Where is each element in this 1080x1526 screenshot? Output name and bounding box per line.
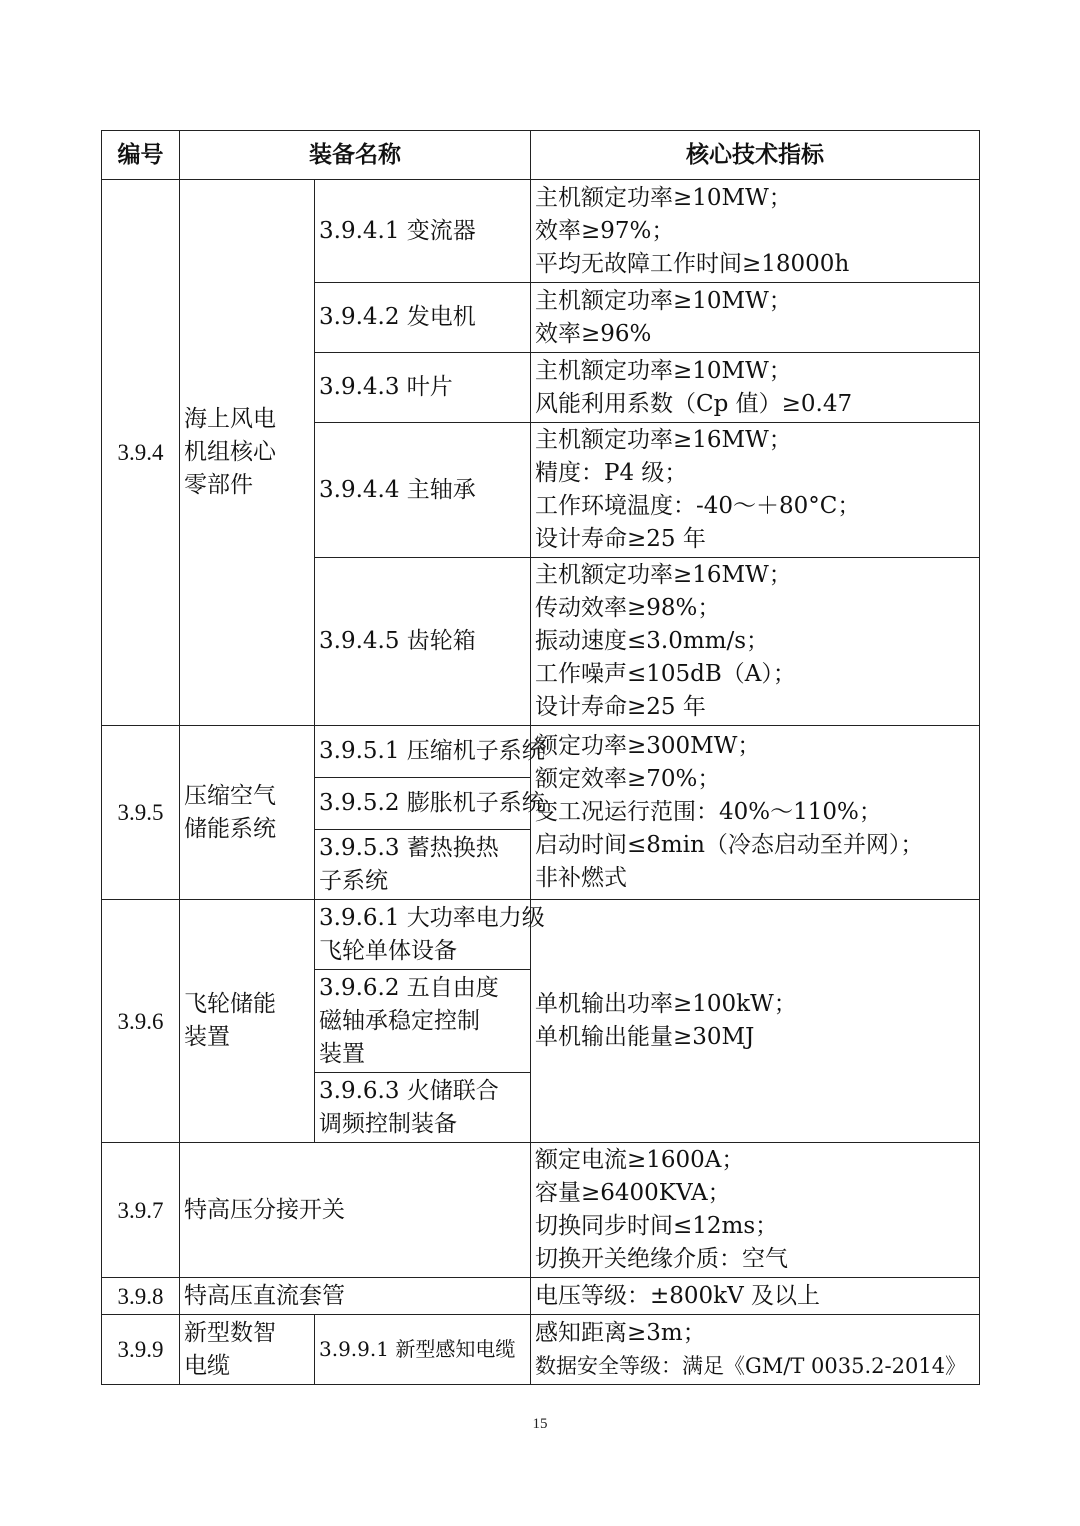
spec-cell: 主机额定功率≥16MW； 精度：P4 级； 工作环境温度：-40～＋80°C； 设计寿命≥25 年 [531,423,980,558]
spec-cell: 电压等级：±800kV 及以上 [531,1278,980,1315]
sub-item-label: 3.9.6.1 大功率电力级 飞轮单体设备 [315,900,531,970]
sub-item-label: 3.9.6.3 火储联合 调频控制装备 [315,1073,531,1143]
table-row [102,180,980,283]
table-row [102,1278,980,1315]
item-code: 3.9.9 [102,1315,180,1385]
category-name: 压缩空气 储能系统 [180,726,315,900]
category-name: 特高压分接开关 [180,1143,531,1278]
item-code: 3.9.4 [102,180,180,726]
spec-cell: 主机额定功率≥16MW； 传动效率≥98%； 振动速度≤3.0mm/s； 工作噪声≤105dB（A）； 设计寿命≥25 年 [531,558,980,726]
sub-item-label: 3.9.5.3 蓄热换热 子系统 [315,830,531,900]
item-code: 3.9.8 [102,1278,180,1315]
table-row [102,900,980,970]
spec-cell: 额定电流≥1600A； 容量≥6400KVA； 切换同步时间≤12ms； 切换开关绝缘介质：空气 [531,1143,980,1278]
category-name: 海上风电 机组核心 零部件 [180,180,315,726]
sub-item-label: 3.9.9.1 新型感知电缆 [315,1315,531,1385]
sub-item-label: 3.9.6.2 五自由度 磁轴承稳定控制 装置 [315,970,531,1073]
category-name: 飞轮储能 装置 [180,900,315,1143]
sub-item-label: 3.9.4.5 齿轮箱 [315,558,531,726]
table-row [102,1143,980,1278]
table-row [102,1315,980,1385]
page-number: 15 [532,1416,548,1432]
header-code: 编号 [102,131,180,180]
sub-item-label: 3.9.5.2 膨胀机子系统 [315,778,531,830]
sub-item-label: 3.9.4.2 发电机 [315,283,531,353]
spec-cell: 主机额定功率≥10MW； 效率≥97%； 平均无故障工作时间≥18000h [531,180,980,283]
header-spec: 核心技术指标 [531,131,980,180]
table-header-row [102,131,980,180]
spec-cell: 感知距离≥3m； 数据安全等级：满足《GM/T 0035.2-2014》 [531,1315,980,1385]
table-row [102,726,980,778]
sub-item-label: 3.9.4.4 主轴承 [315,423,531,558]
spec-cell: 主机额定功率≥10MW； 效率≥96% [531,283,980,353]
category-name: 新型数智 电缆 [180,1315,315,1385]
sub-item-label: 3.9.5.1 压缩机子系统 [315,726,531,778]
spec-cell: 主机额定功率≥10MW； 风能利用系数（Cp 值）≥0.47 [531,353,980,423]
category-name: 特高压直流套管 [180,1278,531,1315]
sub-item-label: 3.9.4.3 叶片 [315,353,531,423]
spec-cell: 单机输出功率≥100kW； 单机输出能量≥30MJ [531,900,980,1143]
item-code: 3.9.7 [102,1143,180,1278]
header-name: 装备名称 [180,131,531,180]
spec-cell: 额定功率≥300MW； 额定效率≥70%； 变工况运行范围：40%～110%； 启动时间≤8min（冷态启动至并网）； 非补燃式 [531,726,980,900]
item-code: 3.9.6 [102,900,180,1143]
item-code: 3.9.5 [102,726,180,900]
sub-item-label: 3.9.4.1 变流器 [315,180,531,283]
equipment-spec-table [101,130,980,1385]
